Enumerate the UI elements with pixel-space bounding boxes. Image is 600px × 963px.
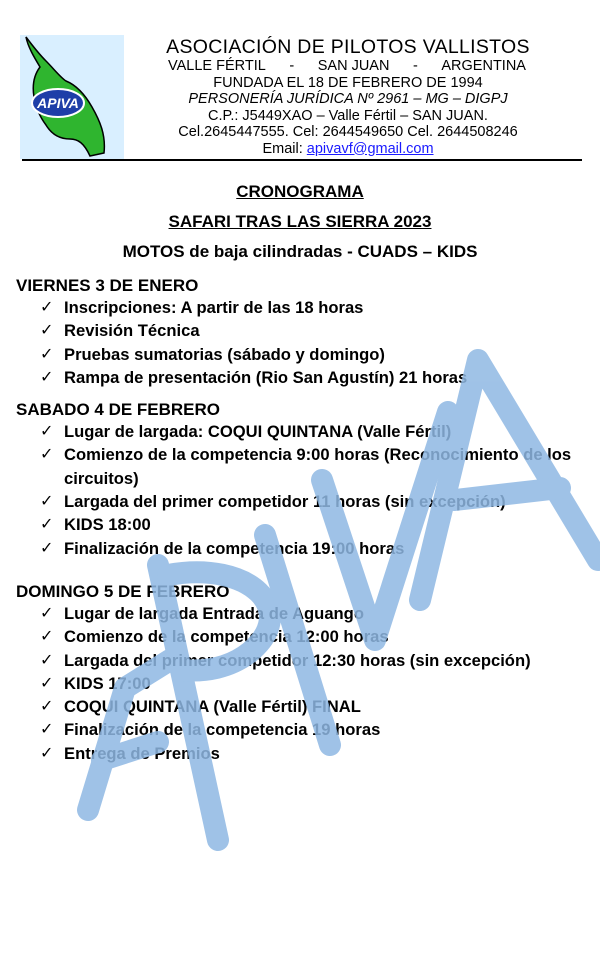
logo-text: APIVA xyxy=(37,95,79,111)
locations xyxy=(140,58,556,75)
day-title-domingo: DOMINGO 5 DE FEBRERO xyxy=(16,581,230,601)
item-text: Largada del primer competidor 11 horas (sin excepción) xyxy=(64,492,506,512)
location-argentina: ARGENTINA xyxy=(441,58,526,74)
apiva-logo xyxy=(20,35,124,159)
check-icon: ✓ xyxy=(40,368,54,386)
item-text: Lugar de largada: COQUI QUINTANA (Valle Fértil) xyxy=(64,422,452,442)
day-items-viernes xyxy=(0,296,600,389)
location-sep: - xyxy=(413,58,418,74)
day-title-viernes: VIERNES 3 DE ENERO xyxy=(16,276,199,295)
list-item xyxy=(40,343,584,366)
check-icon: ✓ xyxy=(40,493,54,511)
check-icon: ✓ xyxy=(40,345,54,363)
postal-line: C.P.: J5449XAO – Valle Fértil – SAN JUAN. xyxy=(208,107,488,124)
list-item xyxy=(40,513,584,536)
title-cronograma: CRONOGRAMA xyxy=(236,182,364,201)
schedule xyxy=(0,176,600,765)
title-event: SAFARI TRAS LAS SIERRA 2023 xyxy=(168,212,432,231)
list-item xyxy=(40,490,584,513)
check-icon: ✓ xyxy=(40,604,54,622)
list-item xyxy=(40,695,584,718)
email-label: Email: xyxy=(262,140,303,157)
letterhead xyxy=(140,36,556,157)
email-link[interactable]: apivavf@gmail.com xyxy=(306,140,434,157)
list-item xyxy=(40,537,584,560)
item-text: Lugar de largada Entrada de Aguango xyxy=(64,603,364,623)
list-item xyxy=(40,602,584,625)
list-item xyxy=(40,319,584,342)
item-text: COQUI QUINTANA (Valle Fértil) FINAL xyxy=(64,697,361,717)
day-items-sabado xyxy=(0,420,600,560)
list-item xyxy=(40,649,584,672)
item-text: Comienzo de la competencia 9:00 horas (Reconocimiento de los circuitos) xyxy=(64,445,572,488)
item-text: KIDS 17:00 xyxy=(64,673,151,693)
check-icon: ✓ xyxy=(40,698,54,716)
item-text: Largada del primer competidor 12:30 horas (sin excepción) xyxy=(64,650,531,670)
item-text: Revisión Técnica xyxy=(64,321,200,341)
location-sep: - xyxy=(289,58,295,74)
founded-line: FUNDADA EL 18 DE FEBRERO DE 1994 xyxy=(213,74,483,91)
list-item xyxy=(40,625,584,648)
item-text: Finalización de la competencia 19 horas xyxy=(64,720,381,740)
check-icon: ✓ xyxy=(40,446,54,464)
check-icon: ✓ xyxy=(40,628,54,646)
list-item xyxy=(40,420,584,443)
list-item xyxy=(40,443,584,490)
day-title-sabado: SABADO 4 DE FEBRERO xyxy=(16,400,221,420)
header-divider xyxy=(22,159,582,161)
email-line xyxy=(140,141,556,158)
item-text: Comienzo de la competencia 12:00 horas xyxy=(64,627,389,647)
item-text: KIDS 18:00 xyxy=(64,515,151,535)
list-item xyxy=(40,718,584,741)
org-name: ASOCIACIÓN DE PILOTOS VALLISTOS xyxy=(166,36,530,58)
personeria-line: PERSONERÍA JURÍDICA Nº 2961 – MG – DIGPJ xyxy=(188,91,508,107)
check-icon: ✓ xyxy=(40,516,54,534)
check-icon: ✓ xyxy=(40,539,54,557)
item-text: Rampa de presentación (Rio San Agustín) 21 horas xyxy=(64,367,468,387)
location-sanjuan: SAN JUAN xyxy=(317,58,390,74)
item-text: Inscripciones: A partir de las 18 horas xyxy=(64,298,364,317)
day-items-domingo xyxy=(0,602,600,765)
title-categories: MOTOS de baja cilindradas - CUADS – KIDS xyxy=(122,242,478,261)
list-item xyxy=(40,296,584,319)
check-icon: ✓ xyxy=(40,299,54,316)
item-text: Pruebas sumatorias (sábado y domingo) xyxy=(64,344,385,364)
check-icon: ✓ xyxy=(40,721,54,739)
list-item xyxy=(40,742,584,765)
check-icon: ✓ xyxy=(40,674,54,692)
list-item xyxy=(40,672,584,695)
list-item xyxy=(40,366,584,389)
check-icon: ✓ xyxy=(40,651,54,669)
item-text: Entrega de Premios xyxy=(64,743,220,763)
check-icon: ✓ xyxy=(40,744,54,762)
check-icon: ✓ xyxy=(40,423,54,441)
item-text: Finalización de la competencia 19:00 horas xyxy=(64,538,405,558)
phones-line: Cel.2645447555. Cel: 2644549650 Cel. 2644508246 xyxy=(178,124,518,140)
check-icon: ✓ xyxy=(40,322,54,340)
location-valle: VALLE FÉRTIL xyxy=(168,58,266,74)
